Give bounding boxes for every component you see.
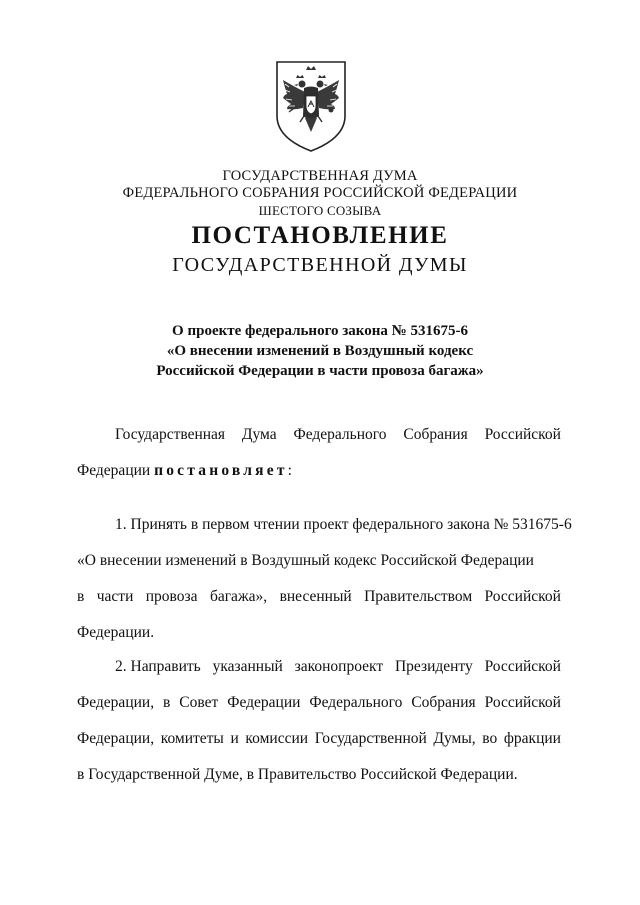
preamble-paragraph <box>77 425 561 497</box>
bill-title <box>0 321 640 381</box>
org-header <box>0 168 640 219</box>
word: Совет <box>179 694 219 711</box>
word: в <box>163 694 171 711</box>
word: 2. Направить <box>115 658 201 675</box>
word: Российской <box>484 694 561 711</box>
word: Собрания <box>403 426 468 443</box>
text-line <box>77 657 561 693</box>
document-subtitle: ГОСУДАРСТВЕННОЙ ДУМЫ <box>172 254 468 276</box>
text-line <box>77 623 561 659</box>
text-line <box>77 515 572 551</box>
text-line <box>77 461 561 497</box>
word: Российской <box>484 588 561 605</box>
word: Федерации, <box>77 694 155 711</box>
text-fragment: : <box>287 462 292 479</box>
word: Думы, <box>433 730 476 747</box>
convocation-line: ШЕСТОГО СОЗЫВА <box>258 203 382 218</box>
word: Российской <box>484 658 561 675</box>
word: указанный <box>212 658 283 675</box>
coat-of-arms-emblem <box>271 58 351 154</box>
text-line <box>77 587 561 623</box>
text-line <box>77 765 561 801</box>
word: Правительством <box>364 588 473 605</box>
bill-title-line: О проекте федерального закона № 531675-6 <box>172 323 468 339</box>
bill-title-line: «О внесении изменений в Воздушный кодекс <box>166 343 474 359</box>
word: Федерального <box>309 694 403 711</box>
word: фракции <box>503 730 561 747</box>
word: Государственной <box>314 730 427 747</box>
word: законопроект <box>294 658 384 675</box>
text-fragment: «О внесении изменений в Воздушный кодекс Российской Федерации <box>77 552 534 569</box>
text-fragment: 1. Принять в первом чтении проект федерального закона № 531675-6 <box>115 516 572 533</box>
word: комиссии <box>245 730 309 747</box>
text-line <box>77 729 561 765</box>
word: внесенный <box>279 588 352 605</box>
org-name-line: ФЕДЕРАЛЬНОГО СОБРАНИЯ РОССИЙСКОЙ ФЕДЕРАЦИИ <box>122 185 518 201</box>
word: части <box>96 588 134 605</box>
text-fragment: Федерации. <box>77 624 155 641</box>
word: Федерации, <box>77 730 155 747</box>
word: Собрания <box>411 694 476 711</box>
text-line <box>77 551 561 587</box>
item-2-paragraph <box>77 657 561 801</box>
text-fragment: в Государственной Думе, в Правительство Российской Федерации. <box>77 766 518 783</box>
text-line <box>77 425 561 461</box>
item-1-paragraph <box>77 515 572 659</box>
resolves-word: постановляет <box>154 462 288 479</box>
text-line <box>77 693 561 729</box>
word: комитеты <box>160 730 224 747</box>
word: провоза <box>145 588 198 605</box>
text-fragment: Федерации <box>77 462 155 479</box>
bill-title-line: Российской Федерации в части провоза багажа» <box>156 363 484 379</box>
document-title: ПОСТАНОВЛЕНИЕ <box>191 222 449 249</box>
word: Российской <box>484 426 561 443</box>
word: Федерального <box>293 426 387 443</box>
org-name-line: ГОСУДАРСТВЕННАЯ ДУМА <box>222 168 418 184</box>
word: Президенту <box>394 658 473 675</box>
word: Дума <box>241 426 277 443</box>
word: в <box>77 588 85 605</box>
word: во <box>482 730 498 747</box>
word: багажа», <box>209 588 268 605</box>
word: Государственная <box>115 426 226 443</box>
word: Федерации <box>227 694 301 711</box>
word: и <box>230 730 239 747</box>
